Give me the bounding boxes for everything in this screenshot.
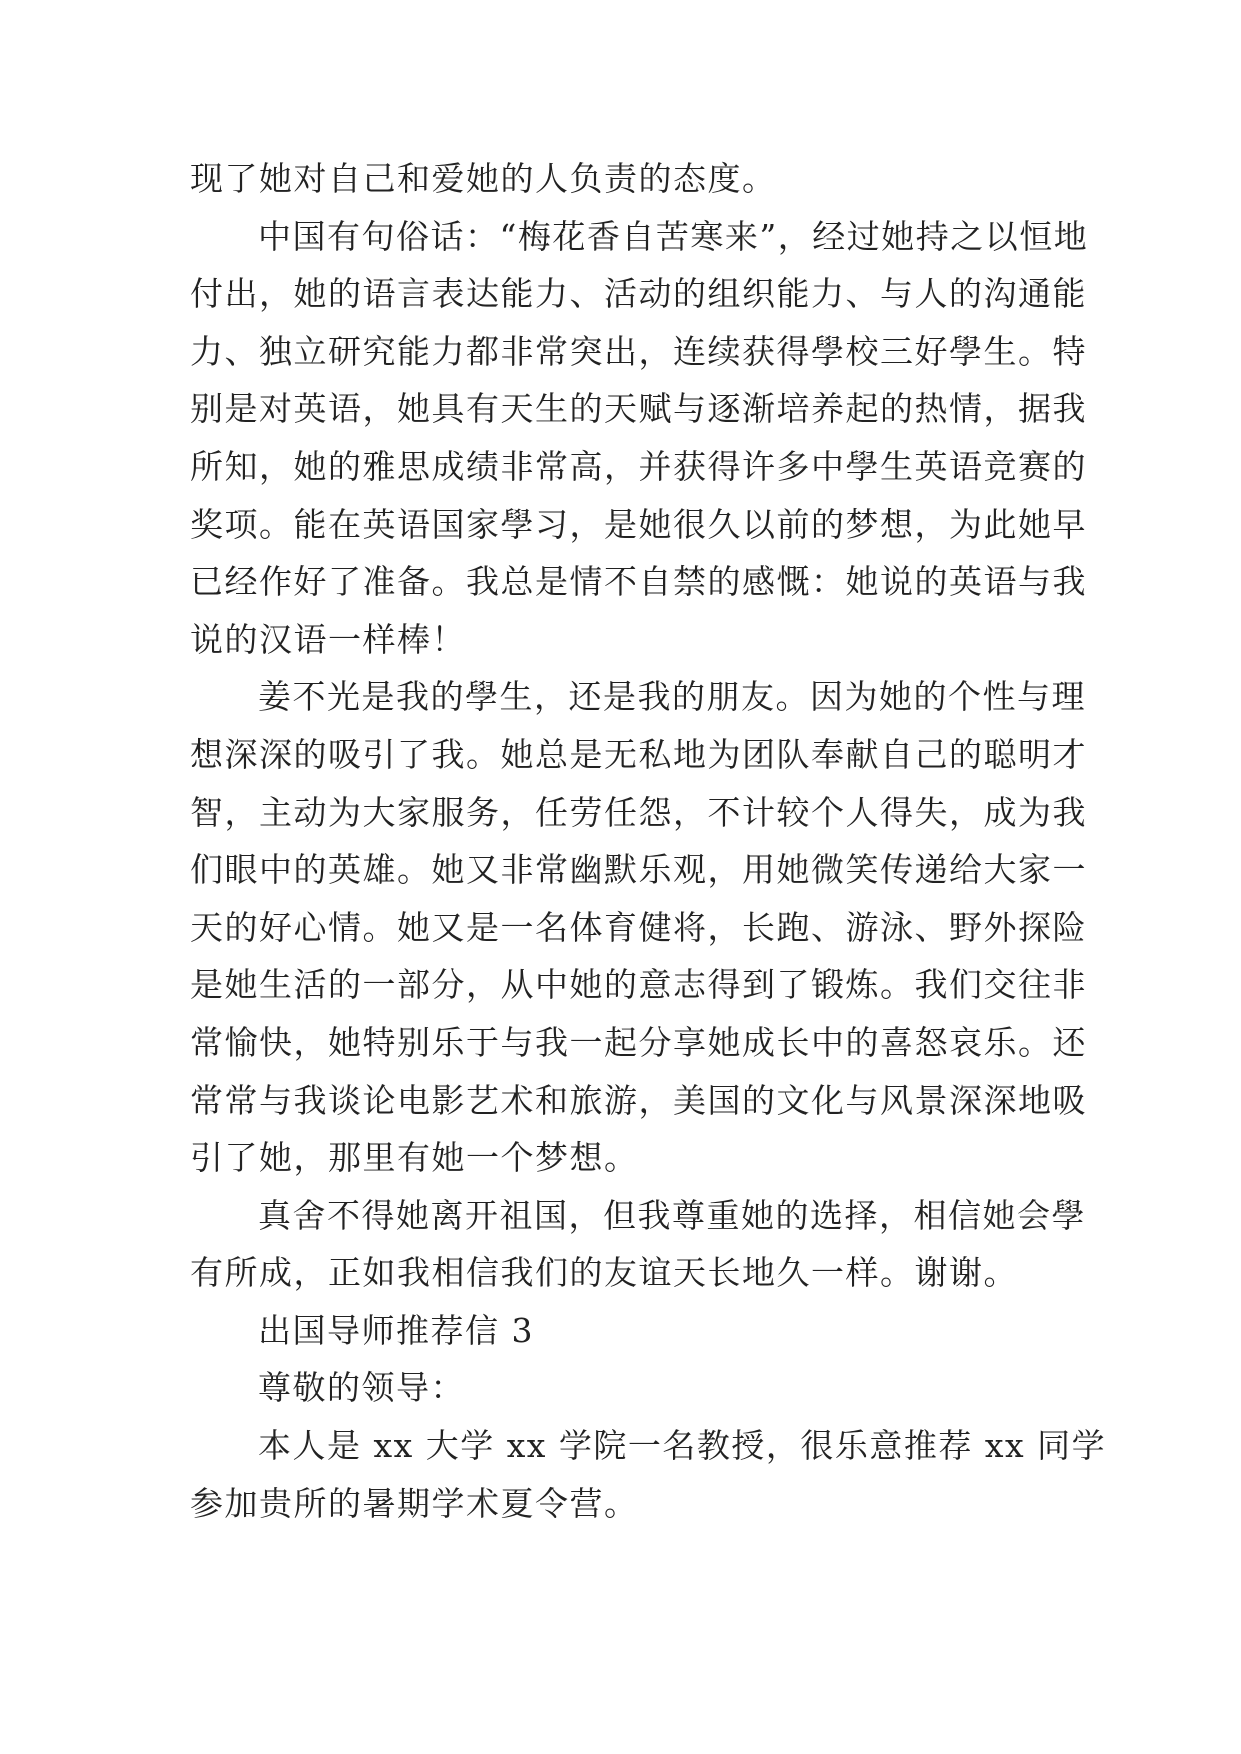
text-line: 奖项。能在英语国家學习，是她很久以前的梦想，为此她早 bbox=[190, 504, 1087, 544]
paragraph-start-line: 本人是 xx 大学 xx 学院一名教授，很乐意推荐 xx 同学 bbox=[258, 1426, 1107, 1466]
section-heading: 出国导师推荐信 3 bbox=[258, 1310, 534, 1350]
text-line: 有所成，正如我相信我们的友谊天长地久一样。谢谢。 bbox=[190, 1253, 1018, 1293]
text-line: 说的汉语一样棒！ bbox=[190, 619, 466, 659]
text-line: 想深深的吸引了我。她总是无私地为团队奉献自己的聪明才 bbox=[190, 734, 1087, 774]
text-line: 们眼中的英雄。她又非常幽默乐观，用她微笑传递给大家一 bbox=[190, 850, 1087, 890]
text-line: 智，主动为大家服务，任劳任怨，不计较个人得失，成为我 bbox=[190, 792, 1087, 832]
text-line: 常愉快，她特别乐于与我一起分享她成长中的喜怒哀乐。还 bbox=[190, 1022, 1087, 1062]
text-line: 是她生活的一部分，从中她的意志得到了锻炼。我们交往非 bbox=[190, 965, 1087, 1005]
text-line: 别是对英语，她具有天生的天赋与逐渐培养起的热情，据我 bbox=[190, 389, 1087, 429]
paragraph-start-line: 姜不光是我的學生，还是我的朋友。因为她的个性与理 bbox=[258, 677, 1086, 717]
text-line: 所知，她的雅思成绩非常高，并获得许多中學生英语竞赛的 bbox=[190, 446, 1087, 486]
document-body bbox=[190, 150, 1107, 1532]
paragraph-start-line: 中国有句俗话：“梅花香自苦寒来”，经过她持之以恒地 bbox=[258, 216, 1089, 256]
text-line: 天的好心情。她又是一名体育健将，长跑、游泳、野外探险 bbox=[190, 907, 1087, 947]
text-line: 已经作好了准备。我总是情不自禁的感慨：她说的英语与我 bbox=[190, 562, 1087, 602]
paragraph-start-line: 真舍不得她离开祖国，但我尊重她的选择，相信她会學 bbox=[258, 1195, 1086, 1235]
text-line: 参加贵所的暑期学术夏令营。 bbox=[190, 1483, 639, 1523]
text-line: 引了她，那里有她一个梦想。 bbox=[190, 1138, 639, 1178]
text-line: 力、独立研究能力都非常突出，连续获得學校三好學生。特 bbox=[190, 331, 1087, 371]
salutation: 尊敬的领导： bbox=[258, 1368, 465, 1408]
text-line: 常常与我谈论电影艺术和旅游，美国的文化与风景深深地吸 bbox=[190, 1080, 1087, 1120]
text-line: 付出，她的语言表达能力、活动的组织能力、与人的沟通能 bbox=[190, 274, 1087, 314]
text-line: 现了她对自己和爱她的人负责的态度。 bbox=[190, 159, 777, 198]
